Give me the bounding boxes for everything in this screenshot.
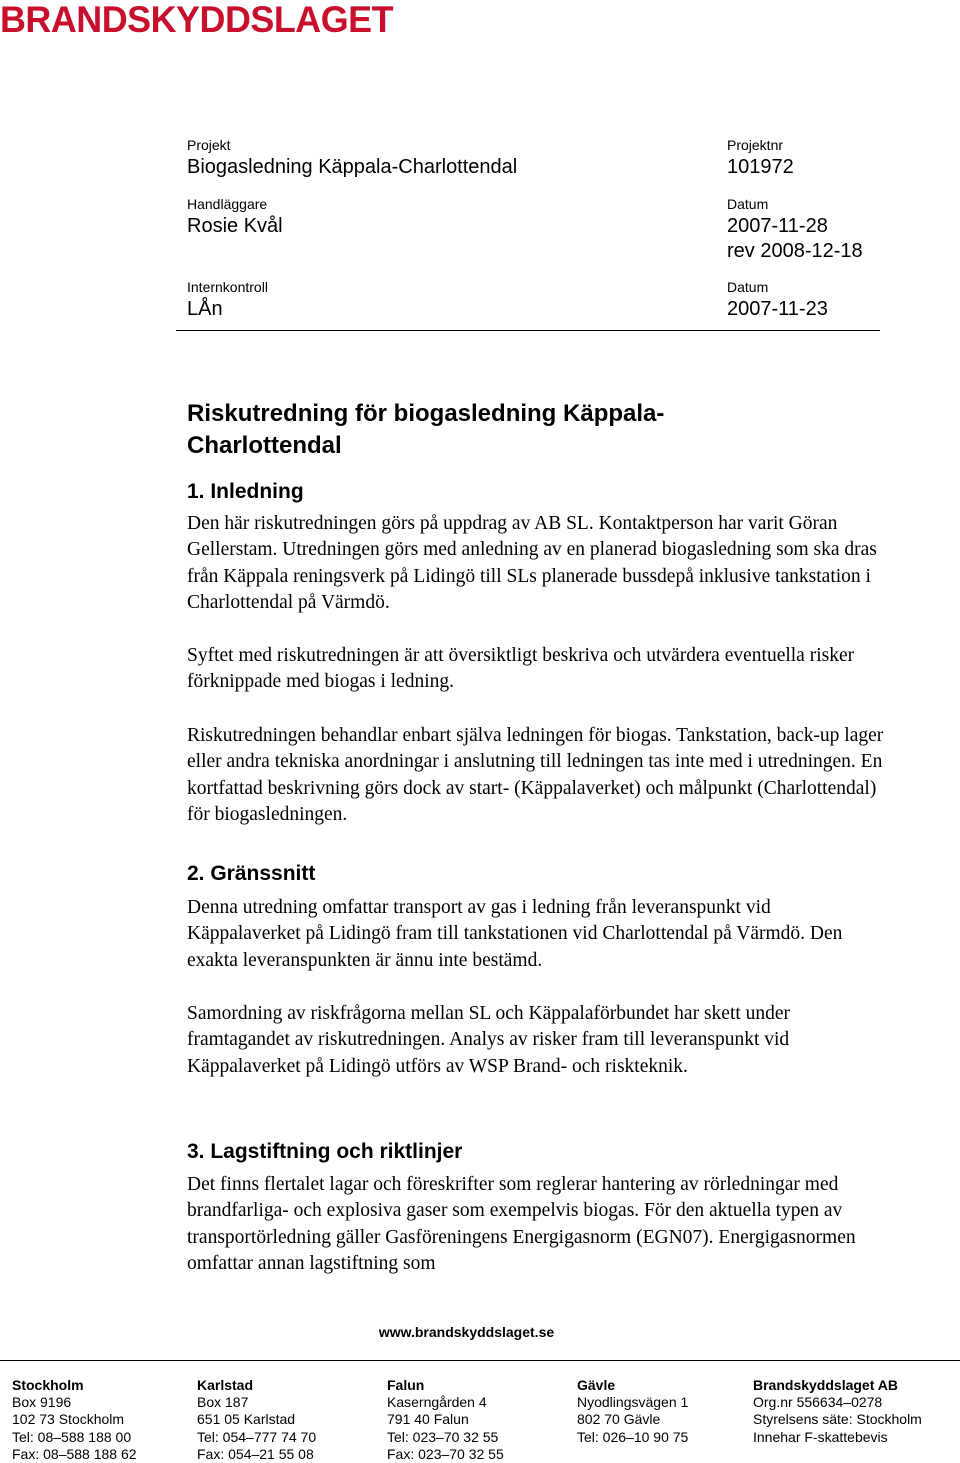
office-box: Kaserngården 4 — [387, 1394, 487, 1411]
internkontroll-value: LÅn — [187, 298, 223, 320]
section-1-paragraph-1: Den här riskutredningen görs på uppdrag av AB SL. Kontaktperson har varit Göran Gellerstam. Utredningen görs med anledning av en planerad biogasledning som ska dras från Käppala reningsverk på Lidingö till SLs planerade bussdepå inklusive tankstation i Charlottendal på Värmdö. — [187, 513, 877, 613]
section-3-paragraph-1: Det finns flertalet lagar och föreskrifter som reglerar hantering av rörledningar med brandfarliga- och explosiva gaser som exempelvis biogas. För den aktuella typen av transportörledning gäller Gasföreningens Energigasnorm (EGN07). Energigasnormen omfattar annan lagstiftning som — [187, 1174, 856, 1274]
office-city: 651 05 Karlstad — [197, 1411, 296, 1428]
office-box: Box 9196 — [12, 1394, 72, 1411]
office-name: Karlstad — [197, 1377, 254, 1393]
company-org-number: Org.nr 556634–0278 — [753, 1394, 883, 1411]
projekt-value: Biogasledning Käppala-Charlottendal — [187, 156, 518, 178]
office-fax: Fax: 023–70 32 55 — [387, 1445, 504, 1462]
section-1-heading: 1. Inledning — [187, 480, 304, 503]
office-name: Falun — [387, 1377, 425, 1393]
footer-office-falun — [387, 1377, 504, 1463]
office-box: Box 187 — [197, 1394, 249, 1411]
company-seat: Styrelsens säte: Stockholm — [753, 1411, 922, 1428]
handlaggare-label: Handläggare — [187, 196, 268, 212]
company-logo: BRANDSKYDDSLAGET — [0, 0, 394, 40]
office-city: 102 73 Stockholm — [12, 1411, 125, 1428]
company-name: Brandskyddslaget AB — [753, 1377, 898, 1393]
footer-company-info — [753, 1377, 922, 1446]
office-fax: Fax: 08–588 188 62 — [12, 1445, 137, 1462]
projekt-label: Projekt — [187, 137, 231, 153]
projektnr-value: 101972 — [727, 156, 794, 178]
office-city: 802 70 Gävle — [577, 1411, 661, 1428]
section-1-paragraph-3: Riskutredningen behandlar enbart själva ledningen för biogas. Tankstation, back-up lager eller andra tekniska anordningar i anslutning till ledningen tas inte med i utredningen. En kortfattad beskrivning görs dock av start- (Käppalaverket) och målpunkt (Charlottendal) för biogasledningen. — [187, 725, 884, 825]
document-title: Riskutredning för biogasledning Käppala-Charlottendal — [187, 400, 665, 459]
footer-divider — [0, 1360, 960, 1361]
section-1-paragraph-2: Syftet med riskutredningen är att översiktligt beskriva och utvärdera eventuella risker förknippade med biogas i ledning. — [187, 645, 855, 693]
header-divider — [176, 330, 880, 331]
office-box: Nyodlingsvägen 1 — [577, 1394, 689, 1411]
office-tel: Tel: 023–70 32 55 — [387, 1428, 499, 1445]
footer-office-gavle — [577, 1377, 688, 1446]
revision-date: rev 2008-12-18 — [727, 240, 863, 262]
datum-value-2: 2007-11-23 — [727, 298, 828, 320]
section-3-heading: 3. Lagstiftning och riktlinjer — [187, 1140, 463, 1163]
datum-label-2: Datum — [727, 279, 769, 295]
datum-label: Datum — [727, 196, 769, 212]
handlaggare-value: Rosie Kvål — [187, 215, 283, 237]
footer-office-karlstad — [197, 1377, 316, 1463]
office-name: Stockholm — [12, 1377, 84, 1393]
office-city: 791 40 Falun — [387, 1411, 469, 1428]
datum-value: 2007-11-28 — [727, 215, 828, 237]
footer-office-stockholm — [12, 1377, 137, 1463]
internkontroll-label: Internkontroll — [187, 279, 268, 295]
website-link[interactable]: www.brandskyddslaget.se — [378, 1324, 555, 1340]
office-tel: Tel: 054–777 74 70 — [197, 1428, 317, 1445]
office-name: Gävle — [577, 1377, 616, 1393]
section-2-paragraph-2: Samordning av riskfrågorna mellan SL och Käppalaförbundet har skett under framtagandet av riskutredningen. Analys av risker fram till leveranspunkt vid Käppalaverket på Lidingö utförs av WSP Brand- och riskteknik. — [187, 1003, 791, 1077]
section-2-paragraph-1: Denna utredning omfattar transport av gas i ledning från leveranspunkt vid Käppalaverket på Lidingö fram till tankstationen vid Charlottendal på Värmdö. Den exakta leveranspunkten är ännu inte bestämd. — [187, 897, 843, 971]
section-2-heading: 2. Gränssnitt — [187, 862, 316, 885]
projektnr-label: Projektnr — [727, 137, 784, 153]
office-tel: Tel: 026–10 90 75 — [577, 1428, 689, 1445]
company-tax-status: Innehar F-skattebevis — [753, 1428, 888, 1445]
office-tel: Tel: 08–588 188 00 — [12, 1428, 132, 1445]
office-fax: Fax: 054–21 55 08 — [197, 1445, 314, 1462]
